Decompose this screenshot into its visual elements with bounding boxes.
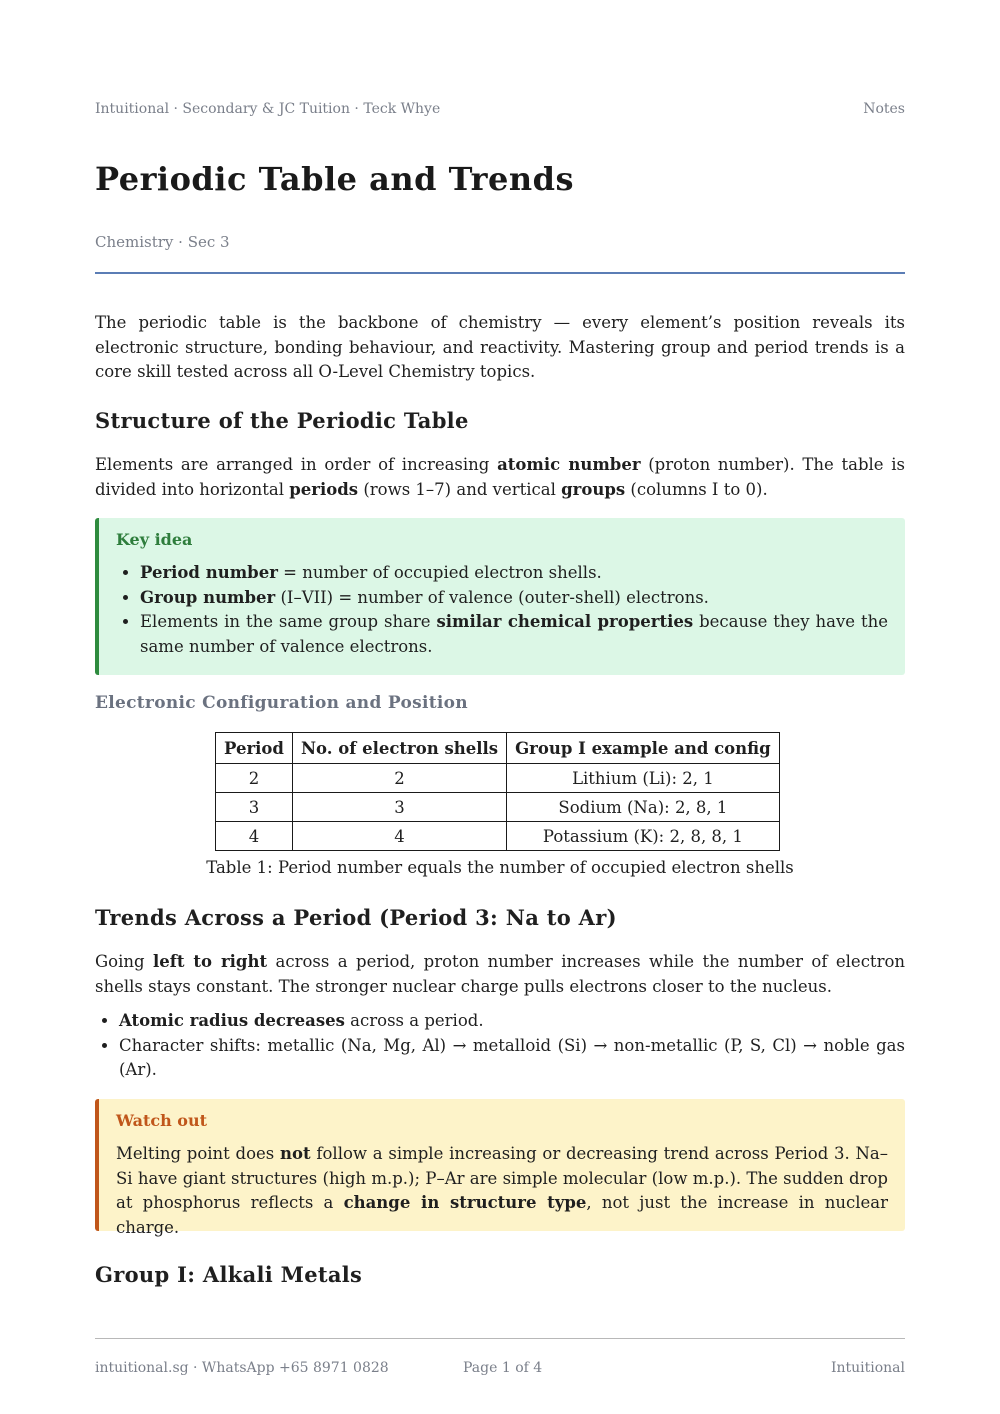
page-number: Page 1 of 4 bbox=[463, 1360, 543, 1376]
list-item: • Elements in the same group share similar chemical properties because they have the same number of valence electrons. bbox=[140, 610, 888, 659]
table-row bbox=[216, 793, 780, 822]
table-cell: 2 bbox=[292, 764, 506, 793]
footer-right: Intuitional bbox=[830, 1360, 905, 1376]
intro-paragraph: The periodic table is the backbone of chemistry — every element’s position reveals its electronic structure, bonding behaviour, and reactivity. Mastering group and period trends is a core skill tested across all O-Level Chemistry topics. bbox=[95, 313, 905, 381]
table-cell: 3 bbox=[292, 793, 506, 822]
key-idea-box bbox=[95, 518, 905, 675]
list-item: • Atomic radius decreases across a period. bbox=[119, 1009, 905, 1034]
footer-left: intuitional.sg · WhatsApp +65 8971 0828 bbox=[95, 1360, 389, 1376]
page-title: Periodic Table and Trends bbox=[95, 160, 574, 198]
table-header-cell: No. of electron shells bbox=[292, 733, 506, 764]
footer-rule bbox=[95, 1338, 905, 1339]
table-row bbox=[216, 822, 780, 851]
table-cell: 3 bbox=[216, 793, 293, 822]
table-cell: Potassium (K): 2, 8, 8, 1 bbox=[507, 822, 780, 851]
config-table bbox=[215, 732, 780, 851]
page-subtitle: Chemistry · Sec 3 bbox=[95, 233, 230, 251]
list-item: • Period number = number of occupied electron shells. bbox=[140, 561, 888, 586]
section-heading-structure: Structure of the Periodic Table bbox=[95, 408, 469, 433]
table-header-cell: Period bbox=[216, 733, 293, 764]
watch-out-title: Watch out bbox=[116, 1111, 207, 1130]
trends-paragraph: Going left to right across a period, proton number increases while the number of electron shells stays constant. The stronger nuclear charge pulls electrons closer to the nucleus. bbox=[95, 952, 906, 996]
table-cell: 4 bbox=[292, 822, 506, 851]
table-header-row bbox=[216, 733, 780, 764]
header-right: Notes bbox=[863, 101, 905, 117]
trends-list bbox=[95, 1009, 905, 1083]
structure-paragraph: Elements are arranged in order of increasing atomic number (proton number). The table is divided into horizontal periods (rows 1–7) and vertical groups (columns I to 0). bbox=[95, 455, 906, 499]
list-item: • Character shifts: metallic (Na, Mg, Al) → metalloid (Si) → non-metallic (P, S, Cl) → noble gas (Ar). bbox=[119, 1034, 905, 1083]
watch-out-text: Melting point does not follow a simple increasing or decreasing trend across Period 3. Na–Si have giant structures (high m.p.); P–Ar are simple molecular (low m.p.). The sudden drop at phosphorus reflects a change in structure type, not just the increase in nuclear charge. bbox=[116, 1144, 888, 1237]
running-footer bbox=[95, 1360, 905, 1376]
table-cell: 2 bbox=[216, 764, 293, 793]
table-header-cell: Group I example and config bbox=[507, 733, 780, 764]
table-cell: 4 bbox=[216, 822, 293, 851]
header-left: Intuitional · Secondary & JC Tuition · Teck Whye bbox=[95, 101, 441, 117]
watch-out-box bbox=[95, 1099, 905, 1237]
subsection-heading-config: Electronic Configuration and Position bbox=[95, 693, 468, 713]
table-cell: Lithium (Li): 2, 1 bbox=[507, 764, 780, 793]
running-header bbox=[95, 101, 905, 117]
table-cell: Sodium (Na): 2, 8, 1 bbox=[507, 793, 780, 822]
table-row bbox=[216, 764, 780, 793]
key-idea-title: Key idea bbox=[116, 530, 193, 549]
list-item: • Group number (I–VII) = number of valence (outer-shell) electrons. bbox=[140, 586, 888, 611]
key-idea-list bbox=[116, 561, 888, 659]
section-heading-trends: Trends Across a Period (Period 3: Na to Ar) bbox=[95, 905, 617, 930]
table-caption: Table 1: Period number equals the number of occupied electron shells bbox=[206, 858, 794, 877]
section-heading-alkali: Group I: Alkali Metals bbox=[95, 1262, 363, 1287]
title-rule bbox=[95, 272, 905, 274]
